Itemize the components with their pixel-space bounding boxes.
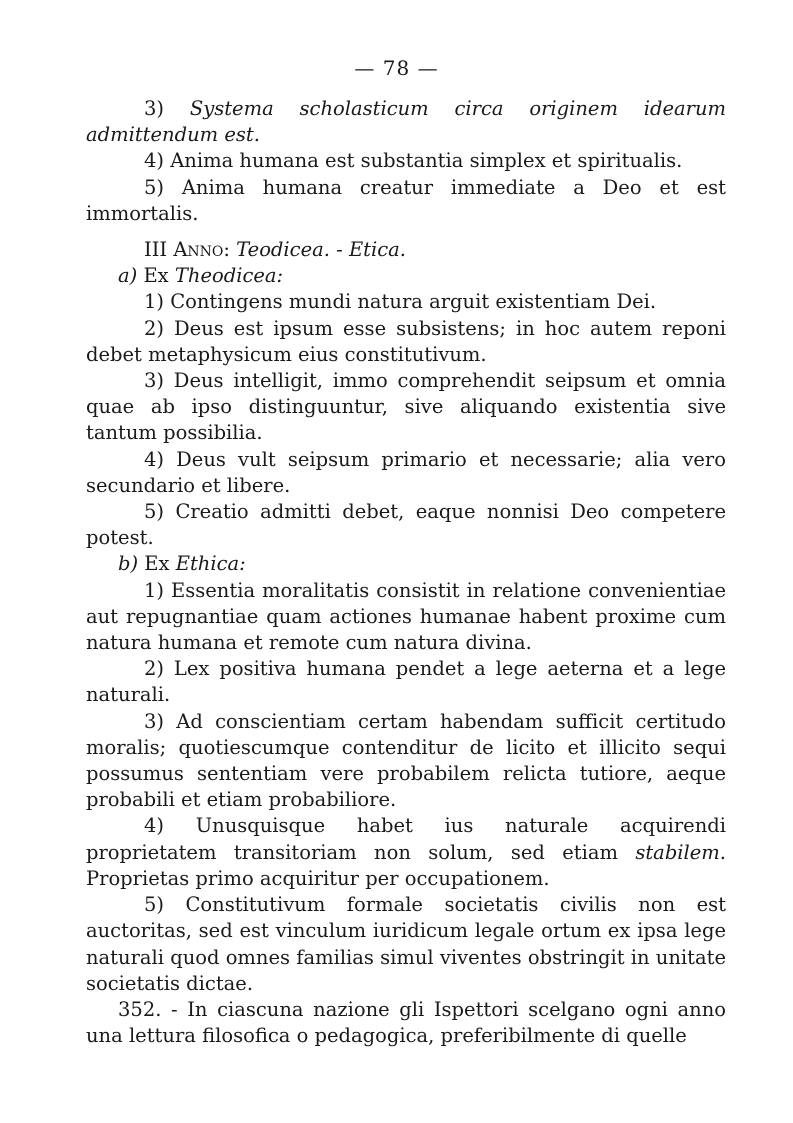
page-number: — 78 — [354, 56, 439, 80]
year-subject-ethics: Etica. [348, 238, 406, 262]
year-dash: - [336, 238, 343, 262]
section-b-title: Ethica: [175, 552, 246, 576]
theodicy-thesis-5: 5) Creatio admitti debet, eaque nonnisi Deo competere potest. [86, 500, 726, 550]
year-word: Anno [173, 238, 224, 262]
article-352: 352. - In ciascuna nazione gli Ispettori scelgano ogni anno una lettura filosofica o pedagogica, preferibilmente di quelle [86, 997, 726, 1048]
year-number: III [144, 238, 168, 262]
section-b-heading [86, 551, 726, 577]
thesis-3-number: 3) [144, 97, 165, 120]
year-colon: : [223, 238, 230, 262]
year-subject-theodicy: Teodicea. [236, 238, 330, 262]
thesis-3 [86, 96, 726, 148]
section-b-label: b) [118, 552, 139, 576]
section-a-label: a) [118, 264, 138, 288]
year-heading [86, 237, 726, 263]
theodicy-thesis-1: 1) Contingens mundi natura arguit existentiam Dei. [144, 290, 657, 314]
theodicy-thesis-2: 2) Deus est ipsum esse subsistens; in hoc autem reponi debet metaphysicum eius constitutivum. [86, 316, 726, 366]
section-a-ex: Ex [143, 264, 169, 288]
section-a-heading [86, 263, 726, 289]
ethics-thesis-2: 2) Lex positiva humana pendet a lege aeterna et a lege naturali. [86, 657, 726, 707]
theodicy-thesis-3: 3) Deus intelligit, immo comprehendit seipsum et omnia quae ab ipso distinguuntur, sive aliquando existentia sive tantum possibilia. [86, 369, 726, 445]
ethics-thesis-5: 5) Constitutivum formale societatis civilis non est auctoritas, sed est vinculum iuridicum legale ortum ex ipsa lege naturali quod omnes familias simul viventes obstringit in unitate societatis dictae. [86, 893, 726, 995]
theodicy-thesis-4: 4) Deus vult seipsum primario et necessarie; alia vero secundario et libere. [86, 447, 726, 497]
section-b-ex: Ex [144, 552, 170, 576]
ethics-thesis-4-emphasis: stabilem. [635, 840, 726, 864]
ethics-thesis-4-part-2: Proprietas primo acquiritur per occupationem. [86, 866, 550, 890]
thesis-3-text: Systema scholasticum circa originem idearum admittendum est. [86, 97, 727, 147]
thesis-5: 5) Anima humana creatur immediate a Deo et est immortalis. [86, 175, 726, 225]
ethics-thesis-1: 1) Essentia moralitatis consistit in relatione convenientiae aut repugnantiae quam actiones humanae habent proxime cum natura humana et remote cum natura divina. [86, 578, 726, 655]
ethics-thesis-3: 3) Ad conscientiam certam habendam sufficit certitudo moralis; quotiescumque contenditur de licito et illicito sequi possumus sententiam vere probabilem relicta tutiore, aeque probabili et etiam probabiliore. [86, 709, 726, 812]
ethics-thesis-4 [86, 813, 726, 892]
ethics-thesis-4-part-1: 4) Unusquisque habet ius naturale acquirendi proprietatem transitoriam non solum, sed etiam [86, 814, 726, 864]
thesis-4: 4) Anima humana est substantia simplex et spiritualis. [144, 149, 683, 173]
page-body [86, 96, 726, 1049]
section-a-title: Theodicea: [174, 264, 284, 288]
